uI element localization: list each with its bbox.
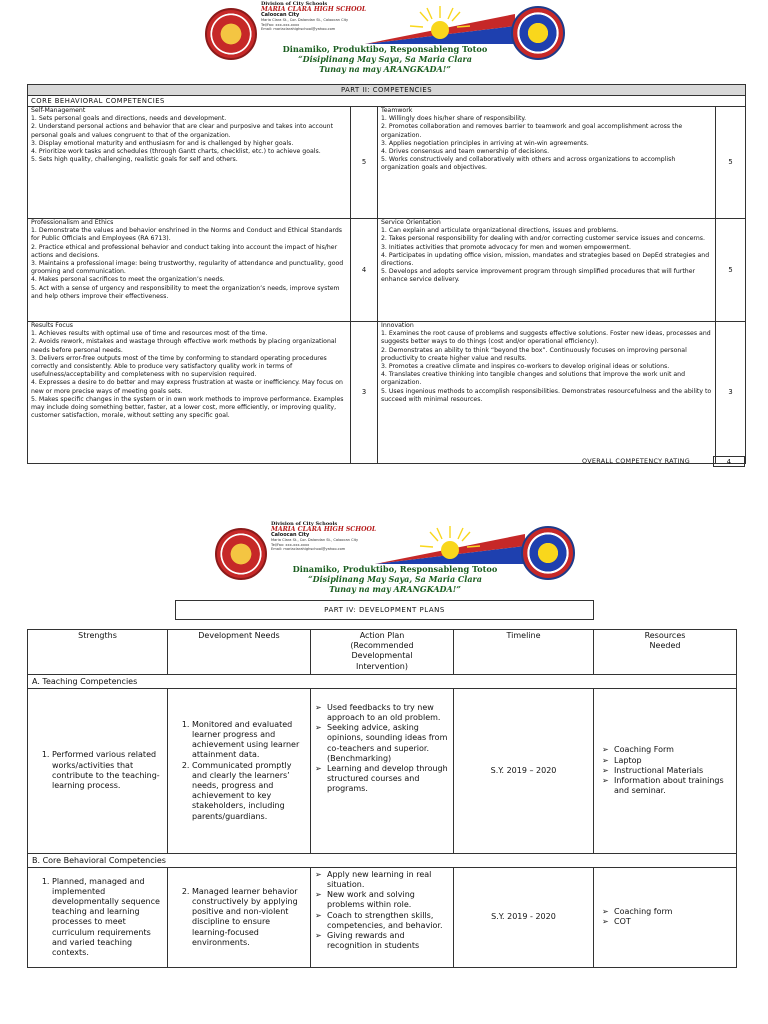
competency-row [28,322,746,464]
competency-self-management [28,107,351,219]
competency-item: 4. Participates in updating office vision, mission, mandates and strategies based on DepEd strategies and directions. [381,251,710,268]
section-label-teaching: A. Teaching Competencies [28,674,737,688]
school-motto [255,44,515,74]
competency-item: 5. Makes specific changes in the system or in own work methods to improve performance. Examples may include doing something better, faster, at a lower cost, more efficiently, or improving quality, customer satisfaction, morale, without setting any specific goal. [31,395,344,420]
strength-item: 1. Performed various related works/activities that contribute to the teaching-learning process. [52,750,163,791]
school-address: Maria Clara St., Cor. Dalandan St., Caloocan City [261,18,349,23]
competency-score: 5 [716,219,746,322]
competency-item: 2. Demonstrates an ability to think “beyond the box”. Continuously focuses on improving personal productivity to create higher value and results. [381,346,687,362]
competency-item: 2. Takes personal responsibility for dealing with and/or correcting customer service issues and concerns. [381,235,705,243]
header-row [28,630,737,675]
resources-cell [594,688,737,853]
competency-item: 5. Develops and adopts service improvement program through simplified procedures that will further enhance service delivery. [381,268,696,284]
school-address: Maria Clara St., Cor. Dalandan St., Caloocan City [271,538,359,543]
competency-score: 5 [716,107,746,219]
motto-line-2: “Disiplinang May Saya, Sa Maria Clara [308,574,482,584]
action-item: ➢ Seeking advice, asking opinions, sounding ideas from co-teachers and superior. (Benchmarking) [327,723,449,764]
competency-item: 5. Works constructively and collaboratively with others and across organizations to accomplish organization goals and objectives. [381,156,676,172]
resource-item: ➢ Laptop [614,756,732,766]
school-banner [205,0,565,85]
timeline-cell: S.Y. 2019 - 2020 [454,867,594,967]
action-item: ➢ Coach to strengthen skills, competencies, and behavior. [327,911,449,931]
school-banner-2 [215,520,575,605]
action-item: ➢ Apply new learning in real situation. [327,870,449,890]
resource-item: ➢ Coaching form [614,907,732,917]
need-item: 1. Monitored and evaluated learner progress and achievement using learner attainment data. [192,720,306,761]
competency-row [28,219,746,322]
school-phone: Tel/Fax: xxx-xxx-xxxx [261,22,300,27]
col-header-action-plan: Action Plan (Recommended Developmental Intervention) [311,630,454,675]
needs-cell [168,688,311,853]
competency-title: Teamwork [381,107,413,114]
competency-professionalism [28,219,351,322]
competency-innovation [378,322,716,464]
motto-line-3: Tunay na may ARANGKADA!” [329,584,461,594]
motto-line-1: Dinamiko, Produktibo, Responsableng Totoo [282,44,488,54]
need-item: 2. Communicated promptly and clearly the learners’ needs, progress and achievement to key stakeholders, including parents/guardians. [192,761,306,822]
competency-item: 3. Promotes a creative climate and inspires co-workers to develop original ideas or solutions. [381,363,670,371]
competency-score: 4 [351,219,378,322]
competency-item: 4. Expresses a desire to do better and may express frustration at waste or inefficiency. May focus on new or more precise ways of meeting goals sets. [31,379,343,395]
competency-score: 3 [351,322,378,464]
competency-title: Professionalism and Ethics [31,219,114,226]
competency-item: 5. Act with a sense of urgency and responsibility to meet the organization’s needs, improve system and help others improve their effectiveness. [31,284,340,300]
competency-item: 3. Initiates activities that promote advocacy for men and women empowerment. [381,243,631,251]
action-plan-cell [311,867,454,967]
overall-rating-label: OVERALL COMPETENCY RATING [582,457,691,465]
needs-cell [168,867,311,967]
overall-rating-value: 4 [713,456,745,467]
plan-row [28,867,737,967]
resource-item: ➢ Information about trainings and seminar. [614,776,732,796]
school-city: Caloocan City [271,531,310,538]
competency-item: 3. Maintains a professional image: being trustworthy, regularity of attendance and punctuality, good grooming and communication. [31,260,344,276]
competency-item: 1. Achieves results with optimal use of time and resources most of the time. [31,330,268,338]
school-email: Email: mariaclarahighschool@yahoo.com [261,27,336,32]
col-header-strengths: Strengths [28,630,168,675]
sun-flag-graphic [375,524,525,564]
action-item: ➢ Learning and develop through structured courses and programs. [327,764,449,795]
action-item: ➢ Giving rewards and recognition in students [327,931,449,951]
competency-item: 1. Demonstrate the values and behavior enshrined in the Norms and Conduct and Ethical Standards for Public Officials and Employees (RA 6713). [31,227,342,243]
competency-item: 4. Translates creative thinking into tangible changes and solutions that improve the work unit and organization. [381,371,686,387]
division-seal-logo [521,526,575,580]
competency-results-focus [28,322,351,464]
col-header-development-needs: Development Needs [168,630,311,675]
competency-teamwork [378,107,716,219]
plan-row [28,688,737,853]
overall-rating [582,456,745,468]
competency-item: 2. Practice ethical and professional behavior and conduct taking into account the impact of his/her actions and decisions. [31,243,338,259]
motto-line-3: Tunay na may ARANGKADA!” [319,64,451,74]
section-row [28,853,737,867]
part4-title: PART IV: DEVELOPMENT PLANS [175,600,594,620]
sun-flag-graphic [365,4,515,44]
development-plans-table [27,629,737,968]
competency-item: 3. Display emotional maturity and enthusiasm for and is challenged by higher goals. [31,139,294,147]
competency-item: 2. Avoids rework, mistakes and wastage through effective work methods by placing organizational needs before personal needs. [31,338,337,354]
competency-score: 5 [351,107,378,219]
competency-title: Results Focus [31,322,73,329]
section-row [28,674,737,688]
col-header-resources: Resources Needed [594,630,737,675]
resource-item: ➢ Instructional Materials [614,766,732,776]
competency-item: 4. Prioritize work tasks and schedules (through Gantt charts, checklist, etc.) to achieve goals. [31,148,321,156]
school-city: Caloocan City [261,11,300,18]
school-motto [265,564,525,594]
competency-item: 1. Can explain and articulate organizational directions, issues and problems. [381,227,619,235]
competency-score: 3 [716,322,746,464]
core-competencies-heading: CORE BEHAVIORAL COMPETENCIES [28,96,746,107]
col-header-timeline: Timeline [454,630,594,675]
timeline-cell: S.Y. 2019 – 2020 [454,688,594,853]
competency-item: 1. Sets personal goals and directions, needs and development. [31,115,227,123]
motto-line-2: “Disiplinang May Saya, Sa Maria Clara [298,54,472,64]
division-name: Division of City Schools [261,1,328,7]
school-seal-logo [205,8,257,60]
division-name: Division of City Schools [271,521,338,527]
school-name: MARIA CLARA HIGH SCHOOL [271,526,377,534]
competency-item: 4. Makes personal sacrifices to meet the organization’s needs. [31,276,225,284]
competency-title: Service Orientation [381,219,441,226]
competency-item: 2. Understand personal actions and behavior that are clear and purposive and takes into account personal goals and values congruent to that of the organization. [31,123,333,139]
competency-item: 5. Sets high quality, challenging, realistic goals for self and others. [31,156,238,164]
resource-item: ➢ Coaching Form [614,745,732,755]
action-plan-cell [311,688,454,853]
competency-item: 3. Applies negotiation principles in arriving at win-win agreements. [381,139,589,147]
resources-cell [594,867,737,967]
competency-item: 3. Delivers error-free outputs most of the time by conforming to standard operating procedures correctly and consistently. Able to produce very satisfactory quality work in terms of usefulness/acceptability and completeness with no supervision required. [31,354,327,379]
resource-item: ➢ COT [614,917,732,927]
school-seal-logo [215,528,267,580]
part2-title: PART II: COMPETENCIES [28,85,746,96]
strength-item: 1. Planned, managed and implemented developmentally sequence teaching and learning processes to meet curriculum requirements and varied teaching contexts. [52,877,163,959]
strengths-cell [28,688,168,853]
competency-item: 2. Promotes collaboration and removes barrier to teamwork and goal accomplishment across the organization. [381,123,683,139]
competency-row [28,107,746,219]
division-seal-logo [511,6,565,60]
action-item: ➢ New work and solving problems within role. [327,890,449,910]
motto-line-1: Dinamiko, Produktibo, Responsableng Totoo [292,564,498,574]
competency-item: 1. Willingly does his/her share of responsibility. [381,115,527,123]
strengths-cell [28,867,168,967]
school-name: MARIA CLARA HIGH SCHOOL [261,6,367,14]
school-phone: Tel/Fax: xxx-xxx-xxxx [271,542,310,547]
competency-title: Innovation [381,322,414,329]
section-label-core-behavioral: B. Core Behavioral Competencies [28,853,737,867]
need-item: 2. Managed learner behavior constructively by applying positive and non-violent discipline to ensure learning-focused environments. [192,887,306,948]
competency-item: 5. Uses ingenious methods to accomplish responsibilities. Demonstrates resourcefulness and the ability to succeed with minimal resources. [381,387,712,403]
school-email: Email: mariaclarahighschool@yahoo.com [271,547,346,552]
competency-service-orientation [378,219,716,322]
competency-item: 1. Examines the root cause of problems and suggests effective solutions. Foster new ideas, processes and suggests better ways to do things (cost and/or operational efficiency). [381,330,711,346]
competency-title: Self-Management [31,107,86,114]
competencies-table [27,84,746,464]
competency-item: 4. Drives consensus and team ownership of decisions. [381,148,550,156]
action-item: ➢ Used feedbacks to try new approach to an old problem. [327,703,449,723]
